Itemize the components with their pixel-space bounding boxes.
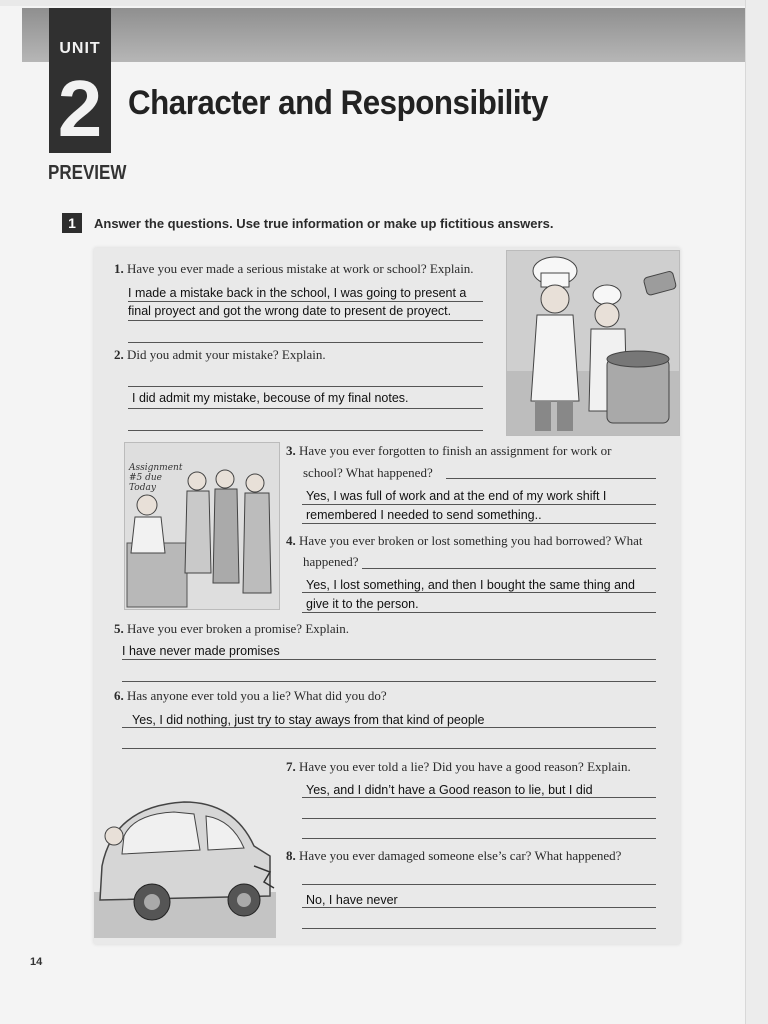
question-2 xyxy=(114,344,326,366)
answer-line xyxy=(302,818,656,819)
question-number: 5. xyxy=(114,621,124,636)
answer-line xyxy=(128,430,483,431)
page-right-edge xyxy=(745,0,768,1024)
chef-illustration xyxy=(506,250,680,436)
answer-line xyxy=(128,408,483,409)
exercise-instruction: Answer the questions. Use true information or make up fictitious answers. xyxy=(94,216,554,231)
page-top-edge xyxy=(0,0,768,6)
answer-text[interactable]: I have never made promises xyxy=(122,644,280,658)
question-number: 3. xyxy=(286,443,296,458)
answer-line xyxy=(446,478,656,479)
answer-text[interactable]: Yes, I lost something, and then I bought the same thing and xyxy=(306,578,635,592)
answer-text[interactable]: I made a mistake back in the school, I was going to present a xyxy=(128,286,467,300)
question-5 xyxy=(114,618,349,640)
question-6 xyxy=(114,685,387,707)
answer-line xyxy=(128,301,483,302)
page-title: Character and Responsibility xyxy=(128,84,548,122)
classroom-board-text: Assignment #5 due Today xyxy=(129,463,183,493)
answer-line xyxy=(302,928,656,929)
answer-line xyxy=(122,681,656,682)
question-text: Have you ever broken a promise? Explain. xyxy=(127,621,350,636)
question-number: 8. xyxy=(286,848,296,863)
exercise-number: 1 xyxy=(62,213,82,233)
question-text: Have you ever told a lie? Did you have a good reason? Explain. xyxy=(299,759,631,774)
answer-text[interactable]: No, I have never xyxy=(306,893,398,907)
question-text: Have you ever broken or lost something you had borrowed? What xyxy=(299,533,643,548)
answer-line xyxy=(302,907,656,908)
question-number: 7. xyxy=(286,759,296,774)
answer-line xyxy=(302,504,656,505)
answer-text[interactable]: final proyect and got the wrong date to present de proyect. xyxy=(128,304,452,318)
question-text: Has anyone ever told you a lie? What did you do? xyxy=(127,688,387,703)
answer-line xyxy=(122,659,656,660)
answer-line xyxy=(302,612,656,613)
answer-text[interactable]: remembered I needed to send something.. xyxy=(306,508,542,522)
chef-drawing xyxy=(507,251,679,435)
car-drawing xyxy=(94,796,276,938)
unit-number: 2 xyxy=(57,64,103,153)
question-8 xyxy=(286,845,621,867)
answer-line xyxy=(128,342,483,343)
exercise-panel xyxy=(94,248,680,944)
answer-text[interactable]: Yes, and I didn’t have a Good reason to lie, but I did xyxy=(306,783,593,797)
answer-line xyxy=(302,592,656,593)
question-4 xyxy=(286,530,642,552)
unit-badge xyxy=(49,8,111,153)
answer-line xyxy=(128,320,483,321)
question-3 xyxy=(286,440,611,462)
question-text: Have you ever damaged someone else’s car? What happened? xyxy=(299,848,622,863)
answer-text[interactable]: Yes, I was full of work and at the end of my work shift I xyxy=(306,489,607,503)
answer-line xyxy=(302,884,656,885)
question-text: Did you admit your mistake? Explain. xyxy=(127,347,326,362)
answer-text[interactable]: Yes, I did nothing, just try to stay aways from that kind of people xyxy=(132,713,485,727)
page-number: 14 xyxy=(30,956,43,968)
answer-line xyxy=(128,386,483,387)
question-text: Have you ever forgotten to finish an assignment for work or xyxy=(299,443,612,458)
section-label: PREVIEW xyxy=(48,162,127,184)
answer-line xyxy=(302,523,656,524)
question-3-continued: school? What happened? xyxy=(303,465,433,480)
answer-line xyxy=(302,838,656,839)
car-crash-illustration xyxy=(94,796,276,938)
answer-line xyxy=(302,797,656,798)
question-number: 1. xyxy=(114,261,124,276)
answer-text[interactable]: give it to the person. xyxy=(306,597,419,611)
header-band xyxy=(22,8,746,62)
unit-label: UNIT xyxy=(59,40,101,57)
question-number: 2. xyxy=(114,347,124,362)
answer-line xyxy=(122,727,656,728)
question-7 xyxy=(286,756,631,778)
classroom-illustration xyxy=(124,442,280,610)
question-number: 6. xyxy=(114,688,124,703)
answer-text[interactable]: I did admit my mistake, becouse of my final notes. xyxy=(132,391,409,405)
answer-line xyxy=(122,748,656,749)
question-1 xyxy=(114,258,474,280)
question-4-continued: happened? xyxy=(303,554,359,569)
answer-line xyxy=(362,568,656,569)
question-number: 4. xyxy=(286,533,296,548)
question-text: Have you ever made a serious mistake at work or school? Explain. xyxy=(127,261,474,276)
